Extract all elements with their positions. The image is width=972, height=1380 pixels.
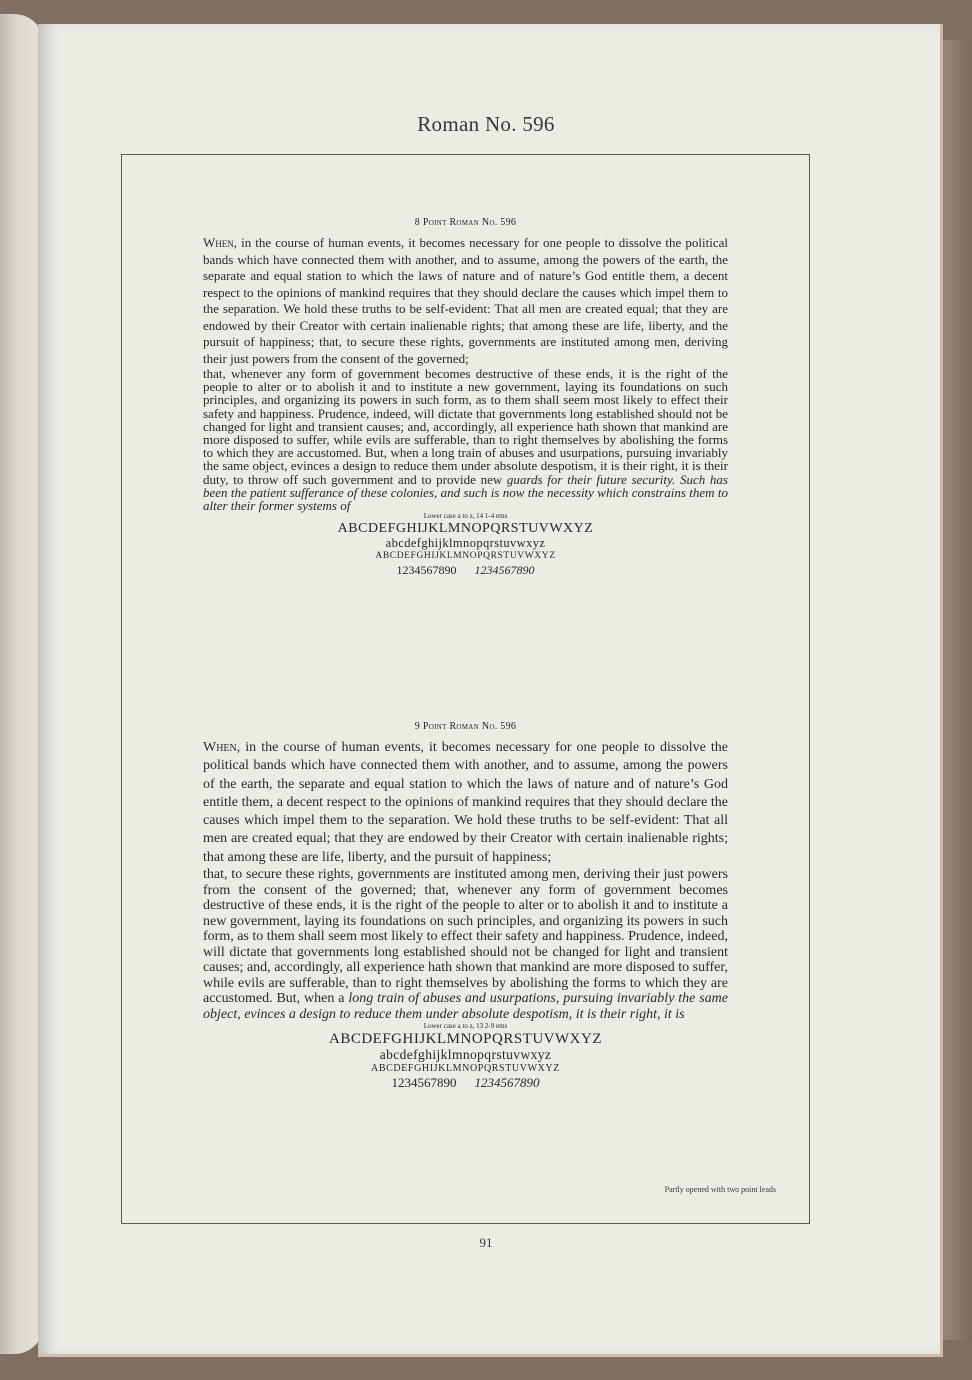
lowercase-alphabet: abcdefghijklmnopqrstuvwxyz — [379, 1047, 552, 1063]
solid-text: that, to secure these rights, governments are instituted among men, deriving their just powers from the consent of the governed; that, whenever any form of government becomes destructive of these ends, it is the right of the people to alter or to abolish it and to institute a new government, laying its foundations on such principles, and organizing its powers in such form, as to them shall seem most likely to effect their safety and happiness. Prudence, indeed, will dictate that governments long established should not be changed for light and transient causes; and, accordingly, all experience hath shown that mankind are more disposed to suffer, while evils are sufferable, than to right themselves by abolishing the forms to which they are accustomed. But, when a — [203, 867, 728, 1007]
italic-figures: 1234567890 — [474, 563, 535, 578]
figures — [203, 563, 728, 578]
uppercase-alphabet: ABCDEFGHIJKLMNOPQRSTUVWXYZ — [328, 1031, 602, 1048]
solid-paragraph — [203, 367, 728, 512]
roman-figures: 1234567890 — [396, 563, 457, 578]
small-caps-alphabet: ABCDEFGHIJKLMNOPQRSTUVWXYZ — [375, 551, 556, 562]
leading-footnote: Partly opened with two point leads — [664, 1185, 776, 1194]
roman-figures: 1234567890 — [391, 1075, 457, 1091]
page-number: 91 — [479, 1235, 493, 1250]
lowercase-alphabet: abcdefghijklmnopqrstuvwxyz — [385, 536, 546, 551]
italic-text: guards for their future security. Such has been the patient sufferance of these colonies, and such is now the necessity which constrains them to alter their former systems of — [203, 471, 728, 514]
specimen-8-point — [203, 217, 728, 578]
specimen-body — [203, 739, 728, 1022]
specimen-body — [203, 235, 728, 512]
lowercase-note: Lower case a to z, 14 1-4 ems — [423, 512, 508, 521]
lowercase-note: Lower case a to z, 13 2-9 ems — [423, 1022, 508, 1031]
italic-text: long train of abuses and usurpations, pursuing invariably the same object, evinces a design to reduce them under absolute despotism, it is their right, it is — [203, 991, 729, 1022]
open-paragraph — [203, 235, 728, 367]
open-text: , in the course of human events, it becomes necessary for one people to dissolve the political bands which have connected them with another, and to assume, among the powers of the earth, the separate and equal station to which the laws of nature and of nature’s God entitle them, a decent respect to the opinions of mankind requires that they should declare the causes which impel them to the separation. We hold these truths to be self-evident: That all men are created equal; that they are endowed by their Creator with certain inalienable rights; that among these are life, liberty, and the pursuit of happiness; that, to secure these rights, governments are instituted among men, deriving their just powers from the consent of the governed; — [203, 235, 728, 366]
solid-text: that, whenever any form of government becomes destructive of these ends, it is the right of the people to alter or to abolish it and to institute a new government, laying its foundations on such principles, and organizing its powers in such form, as to them shall seem most likely to effect their safety and happiness. Prudence, indeed, will dictate that governments long established should not be changed for light and transient causes; and, accordingly, all experience hath shown that mankind are more disposed to suffer, while evils are sufferable, than to right themselves by abolishing the forms to which they are accustomed. But, when a long train of abuses and usurpations, pursuing invariably the same object, evinces a design to reduce them under absolute despotism, it is their right, it is their duty, to throw off such government and to provide new — [203, 366, 728, 487]
lead-word: When — [203, 740, 237, 755]
italic-figures: 1234567890 — [474, 1075, 540, 1091]
small-caps-alphabet: ABCDEFGHIJKLMNOPQRSTUVWXYZ — [371, 1063, 560, 1075]
specimen-title: 8 Point Roman No. 596 — [414, 217, 517, 228]
figures — [203, 1075, 728, 1091]
specimen-9-point — [203, 721, 728, 1091]
solid-paragraph — [203, 867, 728, 1022]
open-text: , in the course of human events, it becomes necessary for one people to dissolve the political bands which have connected them with another, and to assume, among the powers of the earth, the separate and equal station to which the laws of nature and of nature’s God entitle them, a decent respect to the opinions of mankind requires that they should declare the causes which impel them to the separation. We hold these truths to be self-evident: That all men are created equal; that they are endowed by their Creator with certain inalienable rights; that among these are life, liberty, and the pursuit of happiness; — [203, 740, 728, 865]
running-head: Roman No. 596 — [417, 112, 555, 136]
open-paragraph — [203, 739, 728, 867]
lead-word: When — [203, 235, 234, 250]
specimen-title: 9 Point Roman No. 596 — [414, 721, 517, 732]
uppercase-alphabet: ABCDEFGHIJKLMNOPQRSTUVWXYZ — [337, 521, 594, 537]
book-edge — [940, 40, 972, 1340]
